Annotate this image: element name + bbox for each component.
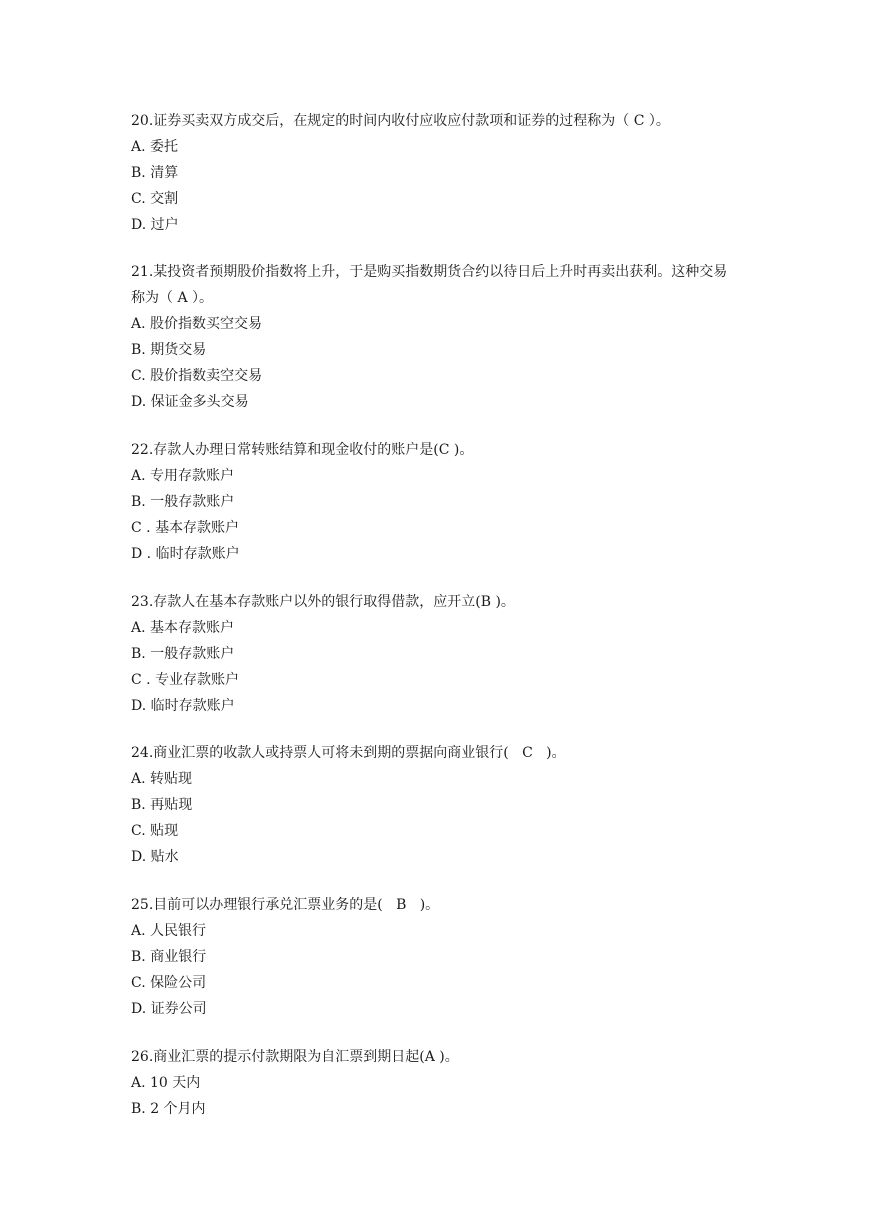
question-stem: 23.存款人在基本存款账户以外的银行取得借款，应开立(B )。 — [131, 594, 515, 610]
option-d: D . 临时存款账户 — [131, 546, 240, 562]
option-b: B. 2 个月内 — [131, 1101, 206, 1117]
option-b: B. 期货交易 — [131, 342, 207, 358]
option-b: B. 一般存款账户 — [131, 494, 235, 510]
option-b: B. 一般存款账户 — [131, 646, 235, 662]
question-stem: 24.商业汇票的收款人或持票人可将未到期的票据向商业银行( C )。 — [131, 745, 566, 761]
option-c: C . 基本存款账户 — [131, 520, 240, 536]
option-b: B. 再贴现 — [131, 797, 193, 813]
option-d: D. 临时存款账户 — [131, 698, 235, 714]
question-stem: 22.存款人办理日常转账结算和现金收付的账户是(C )。 — [131, 442, 474, 458]
question-stem: 20.证券买卖双方成交后，在规定的时间内收付应收应付款项和证券的过程称为（ C ）。 — [131, 113, 670, 129]
option-d: D. 保证金多头交易 — [131, 394, 249, 410]
option-a: A. 专用存款账户 — [131, 468, 235, 484]
option-a: A. 委托 — [131, 139, 179, 155]
option-a: A. 股价指数买空交易 — [131, 316, 263, 332]
question-stem: 26.商业汇票的提示付款期限为自汇票到期日起(A )。 — [131, 1049, 459, 1065]
option-d: D. 证券公司 — [131, 1001, 207, 1017]
option-c: C. 保险公司 — [131, 975, 207, 991]
question-24 — [131, 740, 741, 870]
question-stem: 25.目前可以办理银行承兑汇票业务的是( B )。 — [131, 897, 440, 913]
option-c: C. 股价指数卖空交易 — [131, 368, 263, 384]
question-20 — [131, 108, 741, 238]
option-a: A. 基本存款账户 — [131, 620, 235, 636]
option-c: C. 交割 — [131, 191, 179, 207]
option-a: A. 10 天内 — [131, 1075, 201, 1091]
question-23 — [131, 589, 741, 719]
option-c: C. 贴现 — [131, 823, 179, 839]
question-stem: 21.某投资者预期股价指数将上升，于是购买指数期货合约以待日后上升时再卖出获利。这种交易称为（ A ）。 — [131, 264, 728, 306]
option-a: A. 人民银行 — [131, 923, 207, 939]
option-b: B. 商业银行 — [131, 949, 207, 965]
option-d: D. 贴水 — [131, 849, 179, 865]
option-b: B. 清算 — [131, 165, 179, 181]
question-21 — [131, 259, 741, 415]
question-25 — [131, 892, 741, 1022]
option-c: C . 专业存款账户 — [131, 672, 240, 688]
option-a: A. 转贴现 — [131, 771, 193, 787]
question-22 — [131, 437, 741, 567]
question-26 — [131, 1044, 741, 1122]
option-d: D. 过户 — [131, 217, 179, 233]
